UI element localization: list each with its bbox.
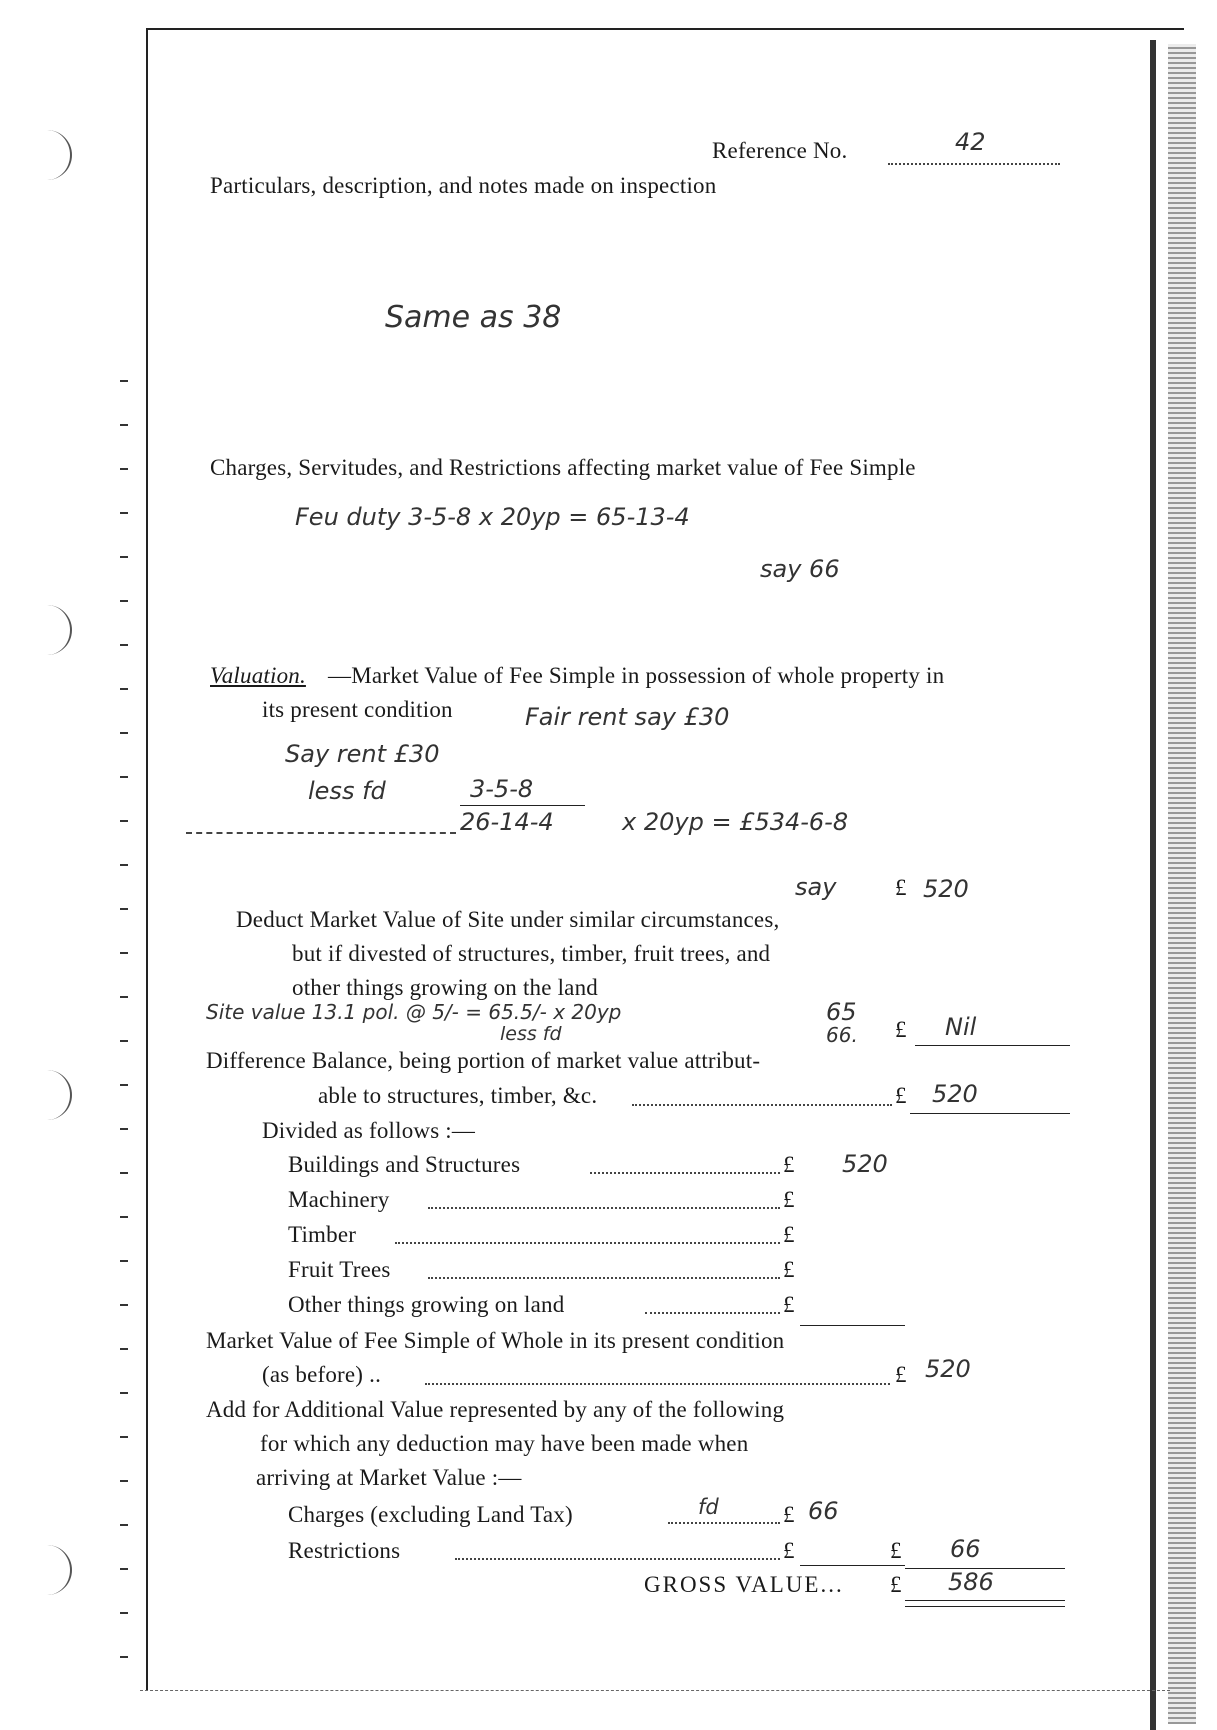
deduct-line	[915, 1045, 1070, 1046]
pound-sign: £	[783, 1292, 795, 1317]
site-66: 66.	[826, 1023, 858, 1047]
timber-dots	[395, 1242, 780, 1244]
gross-label: GROSS VALUE...	[644, 1572, 844, 1597]
reference-number: 42	[955, 128, 986, 156]
deduct-line3: other things growing on the land	[292, 975, 598, 1000]
add-line3: arriving at Market Value :—	[256, 1465, 522, 1490]
difference-amount: 520	[932, 1080, 978, 1108]
deduct-line2: but if divested of structures, timber, fruit trees, and	[292, 941, 771, 966]
add-line2: for which any deduction may have been made when	[260, 1431, 749, 1456]
feu-duty-note: Feu duty 3-5-8 x 20yp = 65-13-4	[295, 503, 690, 531]
valuation-amount: 520	[923, 875, 969, 903]
less-fd-note: less fd	[308, 777, 386, 805]
charges-amount: 66	[808, 1497, 839, 1525]
pound-sign: £	[783, 1502, 795, 1527]
deduct-line1: Deduct Market Value of Site under similar circumstances,	[236, 907, 780, 932]
valuation-line1: —Market Value of Fee Simple in possession of whole property in	[328, 663, 945, 688]
add-line1: Add for Additional Value represented by any of the following	[206, 1397, 785, 1422]
binding-edge-texture	[1168, 44, 1196, 1724]
site-value-note: Site value 13.1 pol. @ 5/- = 65.5/- x 20yp	[206, 1000, 622, 1024]
site-65: 65	[826, 998, 857, 1026]
site-nil: Nil	[945, 1013, 977, 1041]
pound-sign: £	[783, 1222, 795, 1247]
valuation-heading: Valuation.	[210, 663, 306, 688]
restrictions-label: Restrictions	[288, 1538, 401, 1563]
fruit-dots	[428, 1277, 780, 1279]
punch-hole	[30, 130, 72, 180]
machinery-dots	[428, 1207, 780, 1209]
restrictions-total: 66	[950, 1535, 981, 1563]
margin-ticks	[120, 380, 128, 1670]
pound-sign: £	[895, 875, 907, 900]
market-whole-amount: 520	[925, 1355, 971, 1383]
reference-line	[888, 163, 1060, 165]
pound-sign: £	[783, 1257, 795, 1282]
pound-sign: £	[783, 1187, 795, 1212]
restrictions-dots	[455, 1558, 780, 1560]
gross-double-line	[905, 1606, 1065, 1607]
gross-amount: 586	[948, 1568, 994, 1596]
other-dots	[645, 1312, 780, 1314]
pound-sign: £	[783, 1152, 795, 1177]
charges-label: Charges, Servitudes, and Restrictions affecting market value of Fee Simple	[210, 455, 916, 480]
fair-rent-note: Fair rent say £30	[525, 703, 730, 731]
difference-dots	[632, 1104, 892, 1106]
less-fd2: less fd	[500, 1023, 562, 1045]
buildings-label: Buildings and Structures	[288, 1152, 521, 1177]
fd-amount-note: 3-5-8	[470, 775, 534, 803]
fd-mark: fd	[698, 1495, 719, 1519]
charges-dots	[668, 1522, 780, 1524]
pound-sign: £	[890, 1572, 902, 1597]
other-label: Other things growing on land	[288, 1292, 565, 1317]
pound-sign: £	[783, 1538, 795, 1563]
timber-label: Timber	[288, 1222, 357, 1247]
divided-label: Divided as follows :—	[262, 1118, 476, 1143]
difference-line2: able to structures, timber, &c.	[318, 1083, 598, 1108]
subtotal-line	[800, 1325, 905, 1326]
same-as-note: Same as 38	[385, 300, 562, 335]
market-whole-line2: (as before) ..	[262, 1362, 382, 1387]
binding-edge	[1150, 40, 1156, 1730]
particulars-label: Particulars, description, and notes made on inspection	[210, 173, 717, 198]
pound-sign: £	[895, 1083, 907, 1108]
say-label: say	[795, 873, 837, 901]
result-note: x 20yp = £534-6-8	[622, 808, 849, 836]
sum-line	[460, 805, 585, 806]
say-66-note: say 66	[760, 555, 840, 583]
reference-label: Reference No.	[712, 138, 848, 163]
charges-excl-label: Charges (excluding Land Tax)	[288, 1502, 573, 1527]
net-amount-note: 26-14-4	[460, 808, 554, 836]
market-whole-line1: Market Value of Fee Simple of Whole in its present condition	[206, 1328, 785, 1353]
difference-line1: Difference Balance, being portion of market value attribut-	[206, 1048, 761, 1073]
page-bottom-edge	[140, 1690, 1170, 1691]
say-rent-note: Say rent £30	[285, 740, 440, 768]
dash-line	[186, 832, 456, 834]
market-whole-dots	[425, 1383, 890, 1385]
buildings-amount: 520	[842, 1150, 888, 1178]
fruit-label: Fruit Trees	[288, 1257, 391, 1282]
difference-line	[910, 1113, 1070, 1114]
restrictions-line	[800, 1565, 905, 1566]
punch-hole	[30, 605, 72, 655]
valuation-line2: its present condition	[262, 697, 453, 722]
buildings-dots	[590, 1172, 780, 1174]
pound-sign: £	[895, 1362, 907, 1387]
punch-hole	[30, 1070, 72, 1120]
pound-sign: £	[890, 1538, 902, 1563]
machinery-label: Machinery	[288, 1187, 390, 1212]
punch-hole	[30, 1545, 72, 1595]
gross-line	[905, 1600, 1065, 1601]
pound-sign: £	[895, 1017, 907, 1042]
